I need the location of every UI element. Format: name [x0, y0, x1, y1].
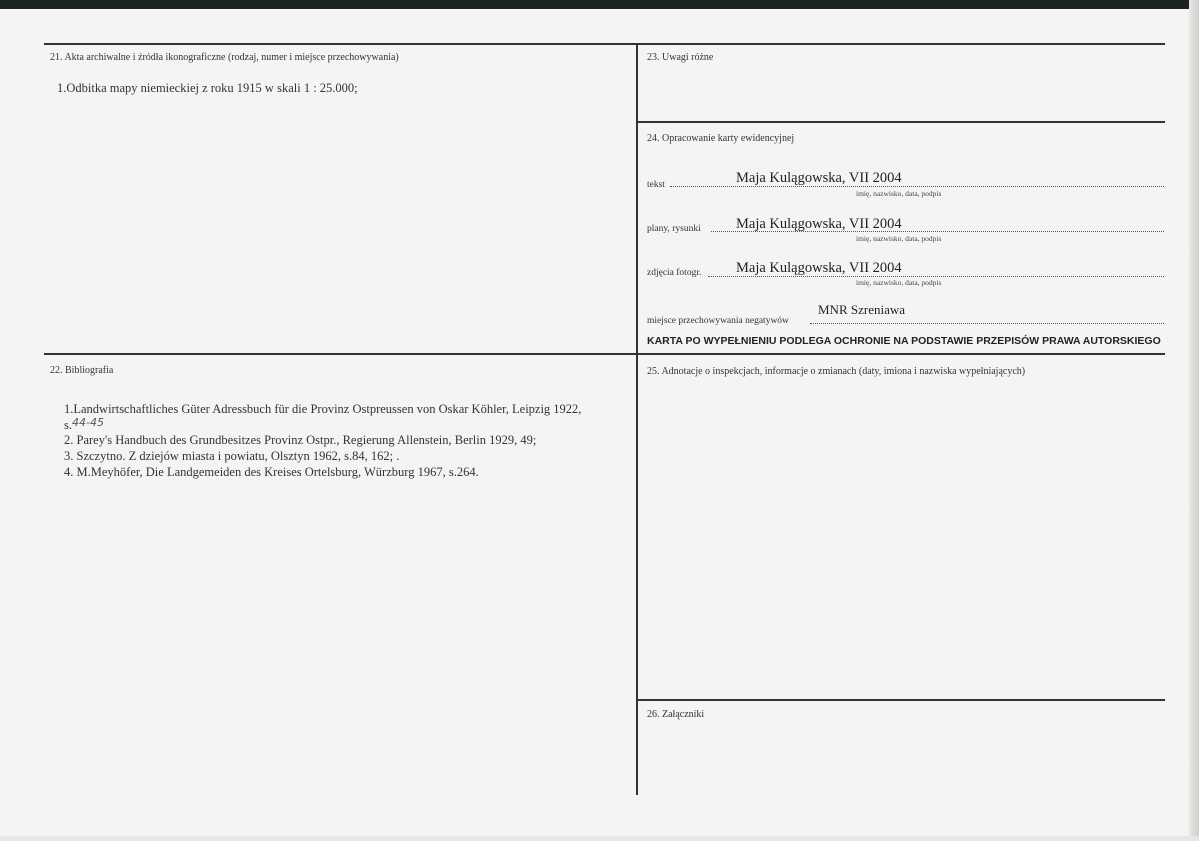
scan-top-edge	[0, 0, 1199, 9]
negatives-row-label: miejsce przechowywania negatywów	[647, 316, 789, 326]
right-rule-remarks	[638, 121, 1165, 123]
photos-row-value: Maja Kulągowska, VII 2004	[736, 260, 902, 276]
negatives-row-value: MNR Szreniawa	[818, 302, 906, 317]
bibliography-title: 22. Bibliografia	[50, 365, 114, 376]
bibliography-page-prefix: s.	[64, 418, 72, 432]
scan-bottom-edge	[0, 836, 1199, 841]
attachments-title: 26. Załączniki	[647, 709, 705, 720]
photos-row-label: zdjęcia fotogr.	[647, 268, 702, 278]
right-rule-attachments	[638, 699, 1165, 701]
top-rule	[44, 43, 1165, 45]
handwritten-pages: 44-45	[72, 416, 104, 429]
plans-row-hint: imię, nazwisko, data, podpis	[856, 234, 942, 243]
bibliography-item-4: 4. M.Meyhöfer, Die Landgemeiden des Kreises Ortelsburg, Würzburg 1967, s.264.	[64, 465, 479, 479]
copyright-notice: KARTA PO WYPEŁNIENIU PODLEGA OCHRONIE NA PODSTAWIE PRZEPISÓW PRAWA AUTORSKIEGO	[647, 335, 1161, 347]
text-row-label: tekst	[647, 180, 665, 190]
archival-sources-entry: 1.Odbitka mapy niemieckiej z roku 1915 w skali 1 : 25.000;	[57, 81, 358, 95]
scan-right-edge	[1189, 0, 1199, 841]
annotations-title: 25. Adnotacje o inspekcjach, informacje o zmianach (daty, imiona i nazwiska wypełniających)	[647, 366, 1026, 377]
plans-row-value: Maja Kulągowska, VII 2004	[736, 216, 902, 232]
bibliography-item-2: 2. Parey's Handbuch des Grundbesitzes Provinz Ostpr., Regierung Allenstein, Berlin 1929, 49;	[64, 433, 537, 447]
archival-sources-title: 21. Akta archiwalne i źródła ikonograficzne (rodzaj, numer i miejsce przechowywania)	[50, 52, 399, 63]
text-row-value: Maja Kulągowska, VII 2004	[736, 170, 902, 186]
center-divider	[636, 43, 638, 795]
text-row-hint: imię, nazwisko, data, podpis	[856, 189, 942, 198]
middle-rule-left	[44, 353, 638, 355]
bibliography-item-1: 1.Landwirtschaftliches Güter Adressbuch für die Provinz Ostpreussen von Oskar Köhler, Leipzig 1922,	[64, 402, 582, 416]
plans-row-label: plany, rysunki	[647, 224, 701, 234]
bibliography-item-1-continued	[64, 418, 104, 433]
photos-row-hint: imię, nazwisko, data, podpis	[856, 278, 942, 287]
bibliography-item-3: 3. Szczytno. Z dziejów miasta i powiatu, Olsztyn 1962, s.84, 162; .	[64, 449, 400, 463]
card-preparation-title: 24. Opracowanie karty ewidencyjnej	[647, 133, 795, 144]
right-rule-middle	[638, 353, 1165, 355]
remarks-title: 23. Uwagi różne	[647, 52, 714, 63]
